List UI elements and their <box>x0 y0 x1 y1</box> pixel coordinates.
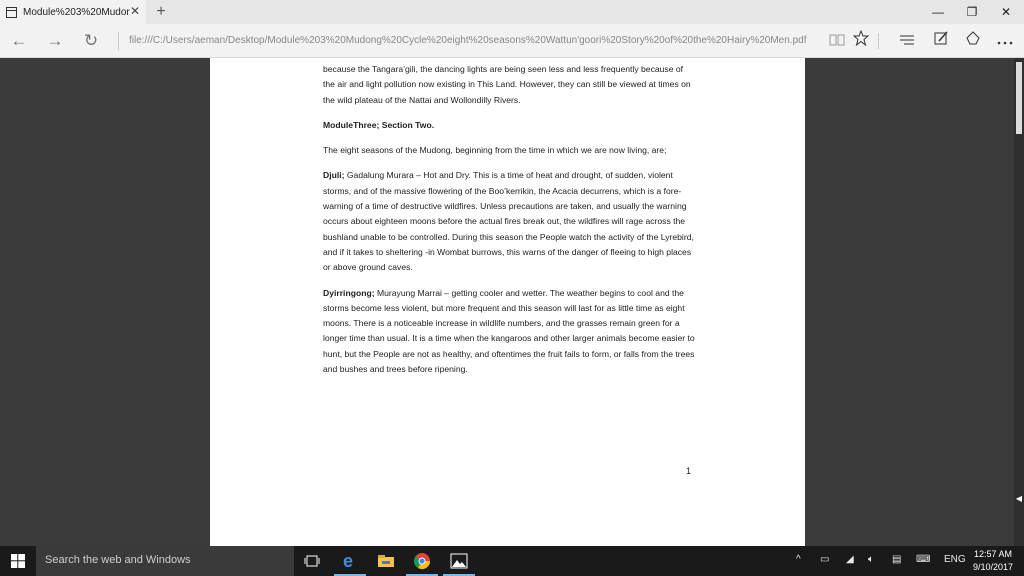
address-bar <box>0 24 1024 58</box>
new-tab-button[interactable]: + <box>156 3 166 20</box>
scrollbar[interactable] <box>1014 58 1024 546</box>
battery-icon[interactable]: ▭ <box>820 554 830 565</box>
refresh-button[interactable]: ↻ <box>83 31 99 50</box>
photos-icon[interactable] <box>441 546 477 576</box>
show-hidden-icons[interactable]: ^ <box>796 554 801 565</box>
paragraph-text: Gadalung Murara – Hot and Dry. This is a time of heat and drought, of sudden, violent storms, and of the massive flowering of the Boo’kerrikin, the Acacia decurrens, which is a fore-warning of a time of destructive wildfires. Unless precautions are taken, and usually the warning occurs about eighteen moons before the actual fires break out, the wildfires will rage across the bushland unable to be controlled. During this season the People watch the activity of the Lyrebird, and if it takes to sheltering -in Wombat burrows, this warns of the danger of fleeing to high places or above ground caves. <box>323 170 694 273</box>
pdf-page <box>210 58 805 546</box>
task-view-icon[interactable] <box>294 546 330 576</box>
pdf-tab-icon <box>6 7 17 18</box>
hub-icon[interactable] <box>896 30 918 52</box>
wifi-icon[interactable]: ◢ <box>846 554 854 565</box>
clock-date: 9/10/2017 <box>972 562 1014 572</box>
scrollbar-thumb[interactable] <box>1016 62 1022 134</box>
edge-icon[interactable] <box>332 546 368 576</box>
section-heading: ModuleThree; Section Two. <box>323 119 435 130</box>
share-icon[interactable] <box>962 30 984 52</box>
taskbar <box>0 546 1024 576</box>
reading-view-icon[interactable] <box>826 30 848 52</box>
toolbar-divider <box>878 33 879 49</box>
tab-bar <box>0 0 1024 24</box>
svg-text:e: e <box>343 552 354 570</box>
search-placeholder: Search the web and Windows <box>45 554 191 566</box>
windows-logo-icon <box>11 554 25 568</box>
action-center-icon[interactable]: ▤ <box>892 554 902 565</box>
favorite-star-icon[interactable] <box>850 30 872 52</box>
forward-button[interactable]: → <box>46 31 64 50</box>
paragraph <box>323 143 695 158</box>
paragraph-text: Murayung Marrai – getting cooler and wetter. The weather begins to cool and the storms become less violent, but more frequent and this season will last for as little time as eight moons. There is a noticeable increase in wildlife numbers, and the grasses remain green for a longer time than usual. It is a time when the kangaroos and other larger animals become easier to hunt, but the People are not as healthy, and oftentimes the fruit fails to form, or falls from the trees and bushes and trees before ripening. <box>323 287 695 375</box>
back-button[interactable]: ← <box>10 31 28 50</box>
clock-time: 12:57 AM <box>973 549 1013 559</box>
pdf-viewer <box>0 58 1024 546</box>
file-explorer-icon[interactable] <box>368 546 404 576</box>
paragraph <box>323 62 695 108</box>
more-icon[interactable] <box>994 30 1016 52</box>
paragraph <box>323 168 695 275</box>
paragraph-text: because the Tangara’gili, the dancing lights are being seen less and less frequently because of the air and light pollution now existing in This Land. However, they can still be viewed at times on the wild plateau of the Nattai and Wollondilly Rivers. <box>323 64 691 105</box>
scroll-left-arrow-icon[interactable]: ◀ <box>1015 494 1023 503</box>
start-button[interactable] <box>0 546 36 576</box>
restore-button[interactable]: ❐ <box>966 5 978 19</box>
season-name: Dyirringong; <box>323 287 375 298</box>
search-box[interactable] <box>36 546 294 576</box>
clock[interactable] <box>966 548 1020 574</box>
document-body <box>323 62 695 387</box>
paragraph <box>323 286 695 378</box>
tab-title: Module%203%20Mudor <box>23 6 130 18</box>
chrome-icon[interactable] <box>404 546 440 576</box>
paragraph-text: The eight seasons of the Mudong, beginning from the time in which we are now living, are; <box>323 145 667 156</box>
keyboard-icon[interactable]: ⌨︎ <box>916 554 931 565</box>
url-field[interactable]: file:///C:/Users/aeman/Desktop/Module%203%20Mudong%20Cycle%20eight%20seasons%20Wattun'goori%20Story%20of%20the%20Hairy%20Men.pdf <box>118 32 806 50</box>
paragraph <box>323 118 695 133</box>
page-number: 1 <box>686 466 692 476</box>
language-indicator[interactable]: ENG <box>944 554 966 565</box>
volume-icon[interactable]: 🔈︎ <box>868 554 874 565</box>
tab-close-icon[interactable]: ✕ <box>129 4 141 18</box>
browser-tab[interactable] <box>0 0 146 24</box>
close-window-button[interactable]: ✕ <box>1000 5 1012 19</box>
minimize-button[interactable]: — <box>932 5 944 19</box>
web-note-icon[interactable] <box>930 30 952 52</box>
season-name: Djuli; <box>323 170 345 181</box>
